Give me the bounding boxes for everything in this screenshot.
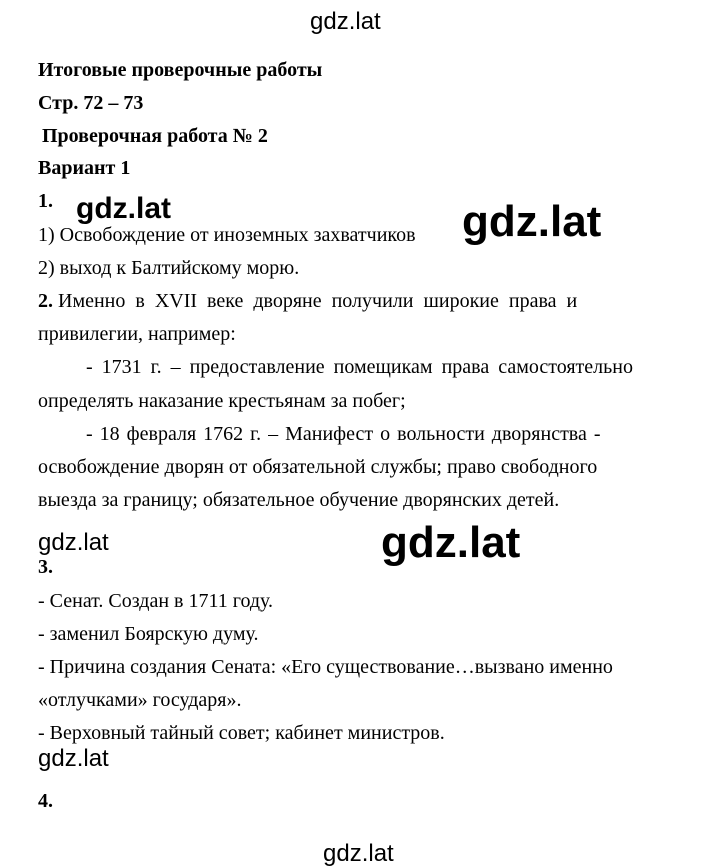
answer-1-line-1: 1) Освобождение от иноземных захватчиков [38, 224, 416, 246]
answer-3-line-4: «отлучками» государя». [38, 689, 242, 711]
watermark-mid-left: gdz.lat [38, 529, 109, 556]
answer-1-line-2: 2) выход к Балтийскому морю. [38, 257, 300, 279]
answer-2-line-6: освобождение дворян от обязательной службы; право свободного [38, 456, 598, 478]
answer-3-line-5: - Верховный тайный совет; кабинет министров. [38, 722, 445, 744]
answer-4-number: 4. [38, 790, 53, 812]
watermark-lower-left: gdz.lat [38, 745, 109, 772]
watermark-answer1-small: gdz.lat [76, 192, 171, 225]
page-range: Стр. 72 – 73 [38, 92, 144, 114]
answer-2-line-7: выезда за границу; обязательное обучение дворянских детей. [38, 489, 560, 511]
watermark-bottom: gdz.lat [323, 840, 394, 867]
answer-1-number: 1. [38, 190, 53, 212]
answer-3-line-3: - Причина создания Сената: «Его существование…вызвано именно [38, 656, 613, 678]
answer-3-line-1: - Сенат. Создан в 1711 году. [38, 590, 274, 612]
answer-3-number: 3. [38, 556, 53, 578]
watermark-mid-big: gdz.lat [381, 518, 521, 567]
answer-2-line-4: определять наказание крестьянам за побег; [38, 390, 406, 412]
variant-title: Вариант 1 [38, 157, 131, 179]
answer-2-line-3: - 1731 г. – предоставление помещикам права самостоятельно [86, 356, 633, 378]
work-title: Проверочная работа № 2 [42, 125, 268, 147]
answer-2-line-1 [38, 291, 690, 311]
watermark-answer1-big: gdz.lat [462, 197, 602, 246]
answer-2-line-2: привилегии, например: [38, 323, 236, 345]
answer-2-line-1-text: Именно в XVII веке дворяне получили широкие права и [58, 290, 578, 312]
answer-2-line-5: - 18 февраля 1762 г. – Манифест о вольности дворянства - [86, 423, 601, 445]
answer-2-number: 2. [38, 290, 53, 312]
watermark-top: gdz.lat [310, 8, 381, 35]
answer-3-line-2: - заменил Боярскую думу. [38, 623, 259, 645]
section-title: Итоговые проверочные работы [38, 59, 323, 81]
